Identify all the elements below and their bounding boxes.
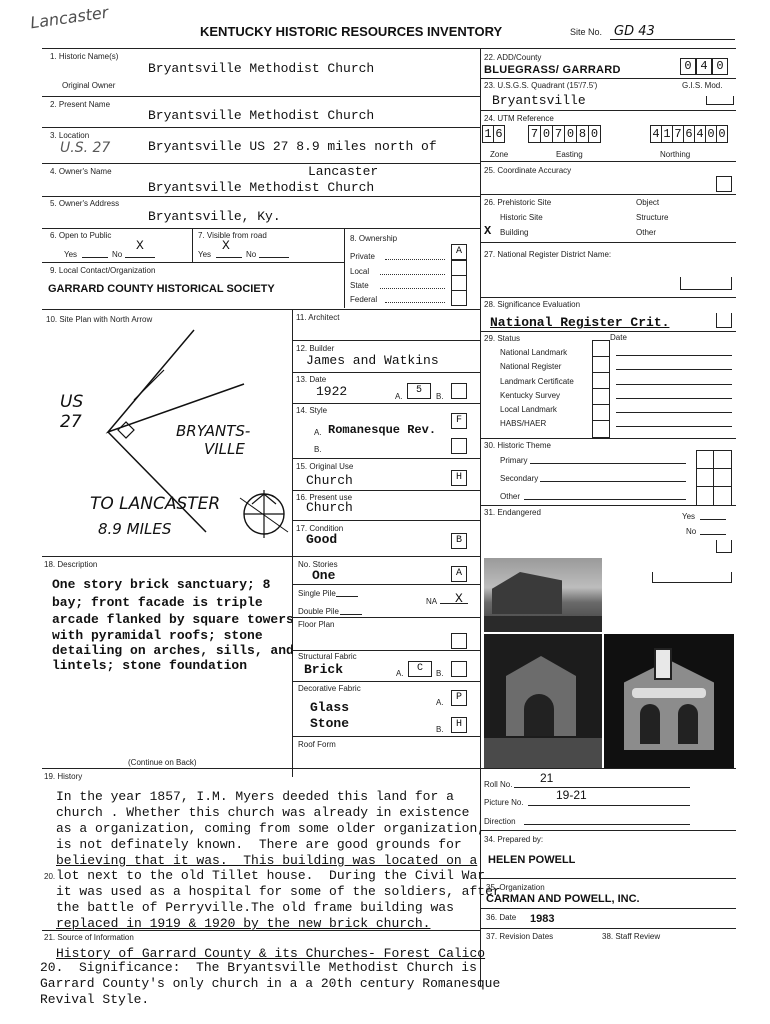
endangered-box	[716, 540, 732, 553]
form-title: KENTUCKY HISTORIC RESOURCES INVENTORY	[200, 24, 503, 39]
other-label: Other	[636, 228, 657, 237]
building-mark: X	[484, 224, 492, 238]
utm-northing-digit: 4	[694, 125, 705, 143]
style-a-box: F	[451, 413, 467, 429]
ownership-code-box: A	[451, 244, 467, 260]
county-code-2: 4	[696, 58, 712, 75]
decorative-a-box: P	[451, 690, 467, 706]
decorative-fabric-label: Decorative Fabric	[298, 684, 361, 693]
photo-3	[604, 634, 734, 768]
zone-label: Zone	[490, 150, 509, 159]
sketch-27: 27	[60, 412, 82, 432]
f36-label: 36. Date	[486, 913, 517, 922]
status-national-register: National Register	[500, 362, 562, 371]
utm-northing-digit: 4	[650, 125, 661, 143]
date-a-label: A.	[395, 392, 403, 401]
date-value: 1922	[316, 384, 348, 399]
description-line-4: with pyramidal roofs; stone	[52, 628, 263, 643]
f7-mark: X	[222, 238, 230, 253]
original-owner-label: Original Owner	[62, 81, 116, 90]
f16-label: 16. Present use	[296, 493, 353, 502]
f38-label: 38. Staff Review	[602, 932, 661, 941]
roll-no-label: Roll No.	[484, 780, 513, 789]
utm-zone-digit: 6	[493, 125, 505, 143]
significance-line-1: 20. Significance: The Bryantsville Methodist Church is	[40, 960, 477, 975]
photo-2	[484, 634, 602, 768]
history-line-4: is not definately known. There are good grounds for	[56, 837, 462, 852]
f7-label: 7. Visible from road	[198, 231, 267, 240]
status-date-label: Date	[610, 333, 627, 342]
fabric-b-box	[451, 661, 467, 677]
description-line-6: lintels; stone foundation	[52, 658, 248, 673]
picture-no-value: 19-21	[556, 788, 587, 802]
photo-1	[484, 558, 602, 632]
f6-mark: X	[136, 238, 144, 253]
f21-label: 21. Source of Information	[44, 933, 134, 942]
f4-label: 4. Owner's Name	[50, 167, 112, 176]
f14-label: 14. Style	[296, 406, 328, 415]
f11-label: 11. Architect	[296, 313, 340, 322]
utm-northing-digit: 7	[672, 125, 683, 143]
na-mark: X	[455, 591, 463, 606]
utm-easting	[528, 125, 601, 143]
f9-label: 9. Local Contact/Organization	[50, 266, 156, 275]
status-national-landmark: National Landmark	[500, 348, 568, 357]
county-code-1: 0	[680, 58, 696, 75]
description-line-3: arcade flanked by square towers	[52, 612, 294, 627]
endangered-no: No	[686, 527, 697, 536]
local-contact-value: GARRARD COUNTY HISTORICAL SOCIETY	[48, 283, 275, 295]
f6-label: 6. Open to Public	[50, 231, 112, 240]
status-habs-haer: HABS/HAER	[500, 419, 547, 428]
utm-northing-digit: 0	[705, 125, 716, 143]
significance-evaluation-value: National Register Crit.	[490, 315, 670, 330]
building-label: Building	[500, 228, 529, 237]
history-line-9: replaced in 1919 & 1920 by the new brick church.	[56, 916, 431, 931]
f34-label: 34. Prepared by:	[484, 835, 544, 844]
endangered-code-box	[652, 572, 732, 583]
condition-value: Good	[306, 532, 338, 547]
history-line-6: lot next to the old Tillet house. During the Civil War	[56, 868, 486, 883]
status-landmark-certificate: Landmark Certificate	[500, 377, 574, 386]
f35-label: 35. Organization	[486, 883, 545, 892]
utm-easting-digit: 7	[528, 125, 540, 143]
present-name-value: Bryantsville Methodist Church	[148, 108, 375, 123]
history-line-3: as a organization, coming from some older organization,	[56, 821, 486, 836]
sketch-bryants: BRYANTS-	[176, 422, 251, 440]
f24-label: 24. UTM Reference	[484, 114, 554, 123]
f1-label: 1. Historic Name(s)	[50, 52, 119, 61]
decorative-a-label: A.	[436, 698, 444, 707]
significance-line-3: Revival Style.	[40, 992, 150, 1007]
prepared-by-value: HELEN POWELL	[488, 854, 576, 866]
decorative-b-box: H	[451, 717, 467, 733]
f5-label: 5. Owner's Address	[50, 199, 120, 208]
decorative-value-1: Glass	[310, 700, 350, 715]
f7-yes: Yes	[198, 250, 212, 259]
ownership-state: State	[350, 281, 369, 290]
gis-label: G.I.S. Mod.	[682, 81, 723, 90]
sketch-miles: 8.9 MILES	[98, 520, 172, 538]
f22-label: 22. ADD/County	[484, 53, 542, 62]
condition-box: B	[451, 533, 467, 549]
structural-fabric-label: Structural Fabric	[298, 652, 357, 661]
history-line-5: believing that it was. This building was located on a	[56, 853, 478, 868]
fabric-a-label: A.	[396, 669, 404, 678]
f31-label: 31. Endangered	[484, 508, 541, 517]
f29-label: 29. Status	[484, 334, 521, 343]
f6-yes: Yes	[64, 250, 78, 259]
historic-site-label: Historic Site	[500, 213, 543, 222]
style-b-box	[451, 438, 467, 454]
organization-value: CARMAN AND POWELL, INC.	[486, 893, 640, 905]
date-b-box	[451, 383, 467, 399]
f2-label: 2. Present Name	[50, 100, 111, 109]
f3-label: 3. Location	[50, 131, 90, 140]
utm-northing	[650, 125, 728, 143]
f10-label: 10. Site Plan with North Arrow	[46, 315, 153, 324]
f23-label: 23. U.S.G.S. Quadrant (15'/7.5')	[484, 81, 598, 90]
status-boxes	[592, 340, 610, 438]
sketch-ville: VILLE	[204, 440, 245, 458]
owner-name-line1: Lancaster	[308, 164, 379, 179]
description-line-5: detailing on arches, sills, and	[52, 643, 294, 658]
original-use-value: Church	[306, 473, 353, 488]
utm-zone	[482, 125, 505, 143]
history-side-label: 20.	[44, 872, 56, 881]
style-b-label: B.	[314, 445, 322, 454]
f28-label: 28. Significance Evaluation	[484, 300, 581, 309]
utm-northing-digit: 1	[661, 125, 672, 143]
add-county-value: BLUEGRASS/ GARRARD	[484, 64, 621, 76]
double-pile-label: Double Pile	[298, 607, 339, 616]
decorative-value-2: Stone	[310, 716, 350, 731]
style-value: Romanesque Rev.	[328, 423, 437, 437]
date-b-label: B.	[436, 392, 444, 401]
f30-label: 30. Historic Theme	[484, 441, 551, 450]
location-value: Bryantsville US 27 8.9 miles north of	[148, 139, 437, 154]
structure-label: Structure	[636, 213, 669, 222]
coordinate-accuracy-box	[716, 176, 732, 192]
sketch-to-lancaster: TO LANCASTER	[90, 494, 221, 514]
utm-northing-digit: 0	[716, 125, 728, 143]
owner-address-value: Bryantsville, Ky.	[148, 209, 281, 224]
history-line-8: the battle of Perryville.The old frame building was	[56, 900, 454, 915]
fabric-a-box: C	[408, 661, 432, 677]
picture-no-label: Picture No.	[484, 798, 524, 807]
stories-value: One	[312, 568, 336, 583]
utm-northing-digit: 6	[683, 125, 694, 143]
county-code-3: 0	[712, 58, 728, 75]
f13-label: 13. Date	[296, 375, 327, 384]
style-a-label: A.	[314, 428, 322, 437]
utm-zone-digit: 1	[482, 125, 493, 143]
original-use-box: H	[451, 470, 467, 486]
gis-box	[706, 96, 734, 105]
endangered-yes: Yes	[682, 512, 696, 521]
history-line-1: In the year 1857, I.M. Myers deeded this land for a	[56, 789, 454, 804]
utm-easting-digit: 0	[540, 125, 552, 143]
significance-box	[716, 313, 732, 328]
district-code-box	[680, 277, 732, 290]
f25-label: 25. Coordinate Accuracy	[484, 166, 572, 175]
theme-grid	[696, 450, 732, 506]
theme-other: Other	[500, 492, 521, 501]
object-label: Object	[636, 198, 660, 207]
site-no-value: GD 43	[614, 24, 655, 39]
utm-easting-digit: 0	[564, 125, 576, 143]
ownership-federal: Federal	[350, 295, 378, 304]
f26-label: 26. Prehistoric Site	[484, 198, 552, 207]
ownership-box-2	[451, 260, 467, 276]
quadrant-value: Bryantsville	[492, 93, 586, 108]
description-line-1: One story brick sanctuary; 8	[52, 577, 271, 592]
site-no-label: Site No.	[570, 27, 603, 37]
f18-label: 18. Description	[44, 560, 98, 569]
utm-easting-digit: 7	[552, 125, 564, 143]
f37-label: 37. Revision Dates	[486, 932, 554, 941]
roof-form-label: Roof Form	[298, 740, 336, 749]
ownership-box-4	[451, 290, 467, 306]
sketch-us: US	[60, 392, 84, 412]
date-prepared-value: 1983	[530, 913, 555, 925]
fabric-b-label: B.	[436, 669, 444, 678]
ownership-local: Local	[350, 267, 370, 276]
f19-label: 19. History	[44, 772, 83, 781]
ownership-box-3	[451, 275, 467, 291]
single-pile-label: Single Pile	[298, 589, 336, 598]
f17-label: 17. Condition	[296, 524, 344, 533]
decorative-b-label: B.	[436, 725, 444, 734]
builder-value: James and Watkins	[306, 353, 439, 368]
owner-name-line2: Bryantsville Methodist Church	[148, 180, 375, 195]
description-line-2: bay; front facade is triple	[52, 595, 263, 610]
structural-fabric-value: Brick	[304, 662, 344, 677]
floor-plan-box	[451, 633, 467, 649]
ownership-private: Private	[350, 252, 375, 261]
f8-label: 8. Ownership	[350, 234, 398, 243]
na-label: NA	[426, 597, 438, 606]
historic-name-value: Bryantsville Methodist Church	[148, 61, 375, 76]
f15-label: 15. Original Use	[296, 462, 354, 471]
f12-label: 12. Builder	[296, 344, 335, 353]
f7-no: No	[246, 250, 257, 259]
f27-label: 27. National Register District Name:	[484, 250, 612, 259]
theme-secondary: Secondary	[500, 474, 539, 483]
continue-on-back: (Continue on Back)	[128, 758, 197, 767]
floor-plan-label: Floor Plan	[298, 620, 335, 629]
northing-label: Northing	[660, 150, 691, 159]
utm-easting-digit: 8	[576, 125, 588, 143]
corner-handwriting: Lancaster	[29, 2, 110, 33]
date-a-box: 5	[407, 383, 431, 399]
roll-no-value: 21	[540, 771, 554, 785]
significance-line-2: Garrard County's only church in a a 20th century Romanesque	[40, 976, 501, 991]
direction-label: Direction	[484, 817, 516, 826]
theme-primary: Primary	[500, 456, 528, 465]
history-line-2: church . Whether this church was already in existence	[56, 805, 470, 820]
easting-label: Easting	[556, 150, 583, 159]
f6-no: No	[112, 250, 123, 259]
present-use-value: Church	[306, 500, 353, 515]
utm-easting-digit: 0	[588, 125, 601, 143]
status-kentucky-survey: Kentucky Survey	[500, 391, 561, 400]
history-line-7: it was used as a hospital for some of the soldiers, after	[56, 884, 501, 899]
location-handwritten: U.S. 27	[60, 140, 111, 156]
stories-box: A	[451, 566, 467, 582]
source-value: History of Garrard County & its Churches- Forest Calico	[56, 946, 486, 961]
stories-label: No. Stories	[298, 560, 338, 569]
status-local-landmark: Local Landmark	[500, 405, 557, 414]
